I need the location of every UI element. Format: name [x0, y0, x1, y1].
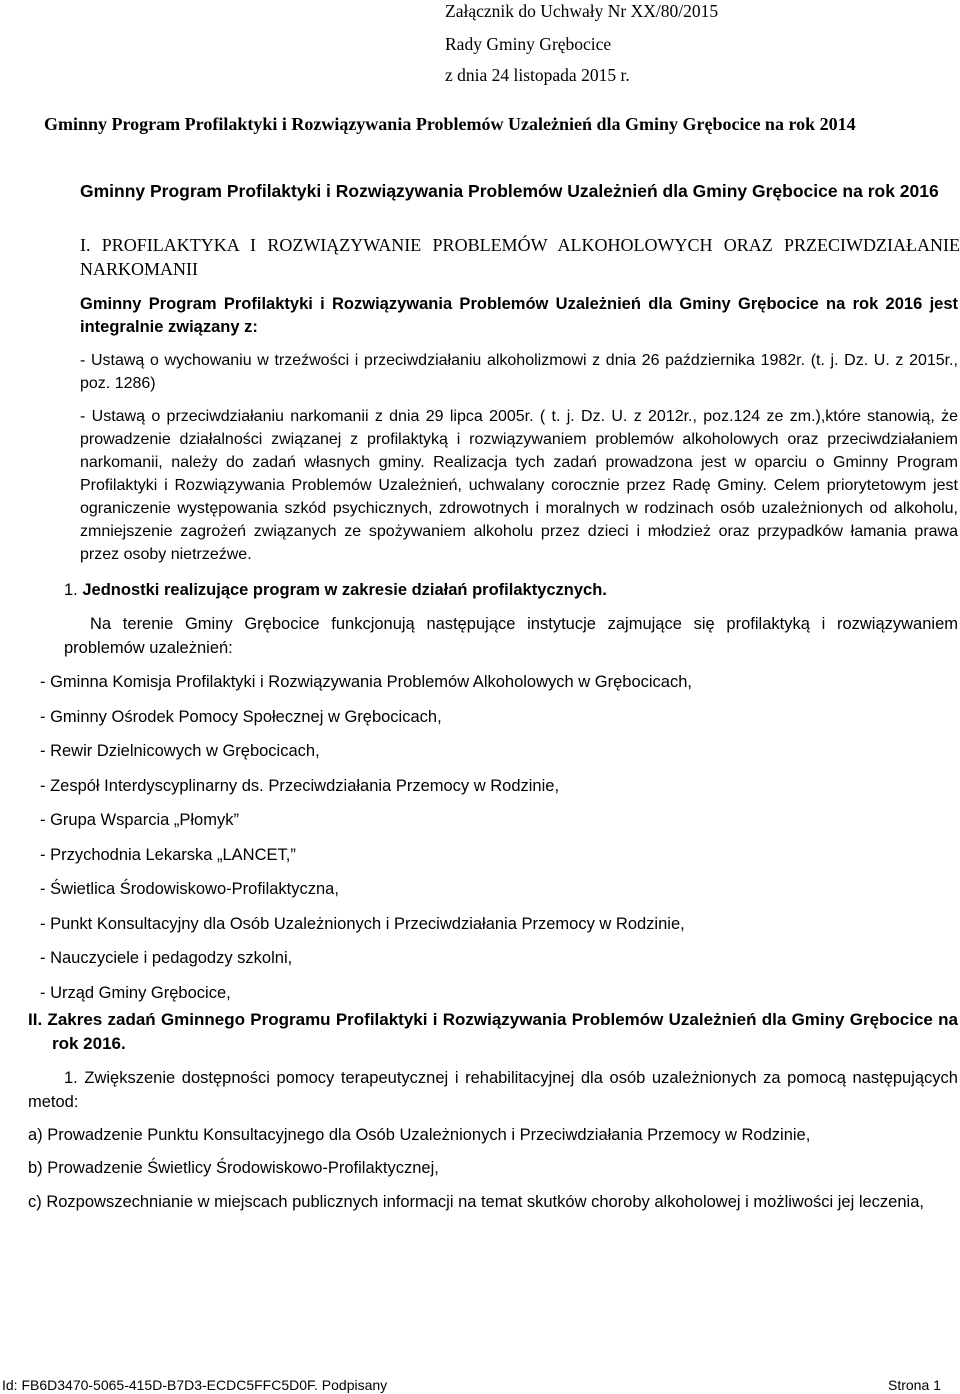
method-c: c) Rozpowszechnianie w miejscach publicznych informacji na temat skutków choroby alkoholowej i możliwości jej leczenia, [28, 1193, 924, 1211]
page-number: Strona 1 [888, 1377, 941, 1393]
list-item: - Przychodnia Lekarska „LANCET,” [40, 845, 296, 864]
council-name: Rady Gminy Grębocice [445, 34, 612, 54]
list-item: - Rewir Dzielnicowych w Grębocicach, [40, 742, 320, 760]
list-item: - Świetlica Środowiskowo-Profilaktyczna, [40, 880, 339, 898]
list-item: - Gminny Ośrodek Pomocy Społecznej w Grębocicach, [40, 707, 442, 726]
resolution-date: z dnia 24 listopada 2015 r. [445, 65, 630, 85]
subsection1-title [64, 579, 607, 601]
document-id: Id: FB6D3470-5065-415D-B7D3-ECDC5FFC5D0F. Podpisany [2, 1377, 388, 1393]
list-item: - Grupa Wsparcia „Płomyk” [40, 811, 239, 829]
subtitle: Gminny Program Profilaktyki i Rozwiązywania Problemów Uzależnień dla Gminy Grębocice na rok 2016 [80, 181, 939, 201]
section1-intro: Gminny Program Profilaktyki i Rozwiązywania Problemów Uzależnień dla Gminy Grębocice na rok 2016 jest integralnie związany z: [80, 295, 958, 336]
subsection1-intro: Na terenie Gminy Grębocice funkcjonują następujące instytucje zajmujące się profilaktyką i rozwiązywaniem problemów uzależnień: [64, 615, 958, 657]
subsection1-number: 1. [64, 581, 78, 599]
method-b: b) Prowadzenie Świetlicy Środowiskowo-Profilaktycznej, [28, 1159, 439, 1177]
attachment-label: Załącznik do Uchwały Nr XX/80/2015 [445, 1, 719, 21]
list-item: - Nauczyciele i pedagodzy szkolni, [40, 949, 293, 967]
list-item: - Zespół Interdyscyplinarny ds. Przeciwdziałania Przemocy w Rodzinie, [40, 776, 560, 795]
method-a: a) Prowadzenie Punktu Konsultacyjnego dla Osób Uzależnionych i Przeciwdziałania Przemocy w Rodzinie, [28, 1126, 811, 1144]
law-reference-2: - Ustawą o przeciwdziałaniu narkomanii z dnia 29 lipca 2005r. ( t. j. Dz. U. z 2012r., poz.124 ze zm.),które stanowią, że prowadzenie działalności związanej z profilaktyką i rozwiązywaniem problemów alkoholowych oraz przeciwdziałaniem narkomanii, należy do zadań własnych gminy. Realizacja tych zadań prowadzona jest w oparciu o Gminny Program Profilaktyki i Rozwiązywania Problemów Uzależnień, uchwalany corocznie przez Radę Gminy. Celem priorytetowym jest ograniczenie występowania szkód psychicznych, zdrowotnych i moralnych w rodzinach osób uzależnionych od alkoholu, zmniejszenie zagrożeń związanych ze spożywaniem alkoholu przez dzieci i młodzież oraz przypadków łamania prawa przez osoby nietrzeźwe. [80, 408, 958, 563]
list-item: - Urząd Gminy Grębocice, [40, 983, 231, 1002]
law-reference-1: - Ustawą o wychowaniu w trzeźwości i przeciwdziałaniu alkoholizmowi z dnia 26 października 1982r. (t. j. Dz. U. z 2015r., poz. 1286) [80, 352, 958, 392]
section2-item1: 1. Zwiększenie dostępności pomocy terapeutycznej i rehabilitacyjnej dla osób uzależnionych za pomocą następujących metod: [28, 1069, 958, 1111]
list-item: - Punkt Konsultacyjny dla Osób Uzależnionych i Przeciwdziałania Przemocy w Rodzinie, [40, 914, 685, 933]
section2-heading: II. Zakres zadań Gminnego Programu Profilaktyki i Rozwiązywania Problemów Uzależnień dla Gminy Grębocice na rok 2016. [28, 1010, 958, 1053]
list-item: - Gminna Komisja Profilaktyki i Rozwiązywania Problemów Alkoholowych w Grębocicach, [40, 673, 692, 691]
main-title: Gminny Program Profilaktyki i Rozwiązywania Problemów Uzależnień dla Gminy Grębocice na rok 2014 [44, 114, 856, 134]
subsection1-text: Jednostki realizujące program w zakresie działań profilaktycznych. [82, 581, 607, 599]
institutions-list [40, 671, 940, 1016]
section1-heading: I. PROFILAKTYKA I ROZWIĄZYWANIE PROBLEMÓW ALKOHOLOWYCH ORAZ PRZECIWDZIAŁANIE NARKOMANII [80, 235, 960, 279]
